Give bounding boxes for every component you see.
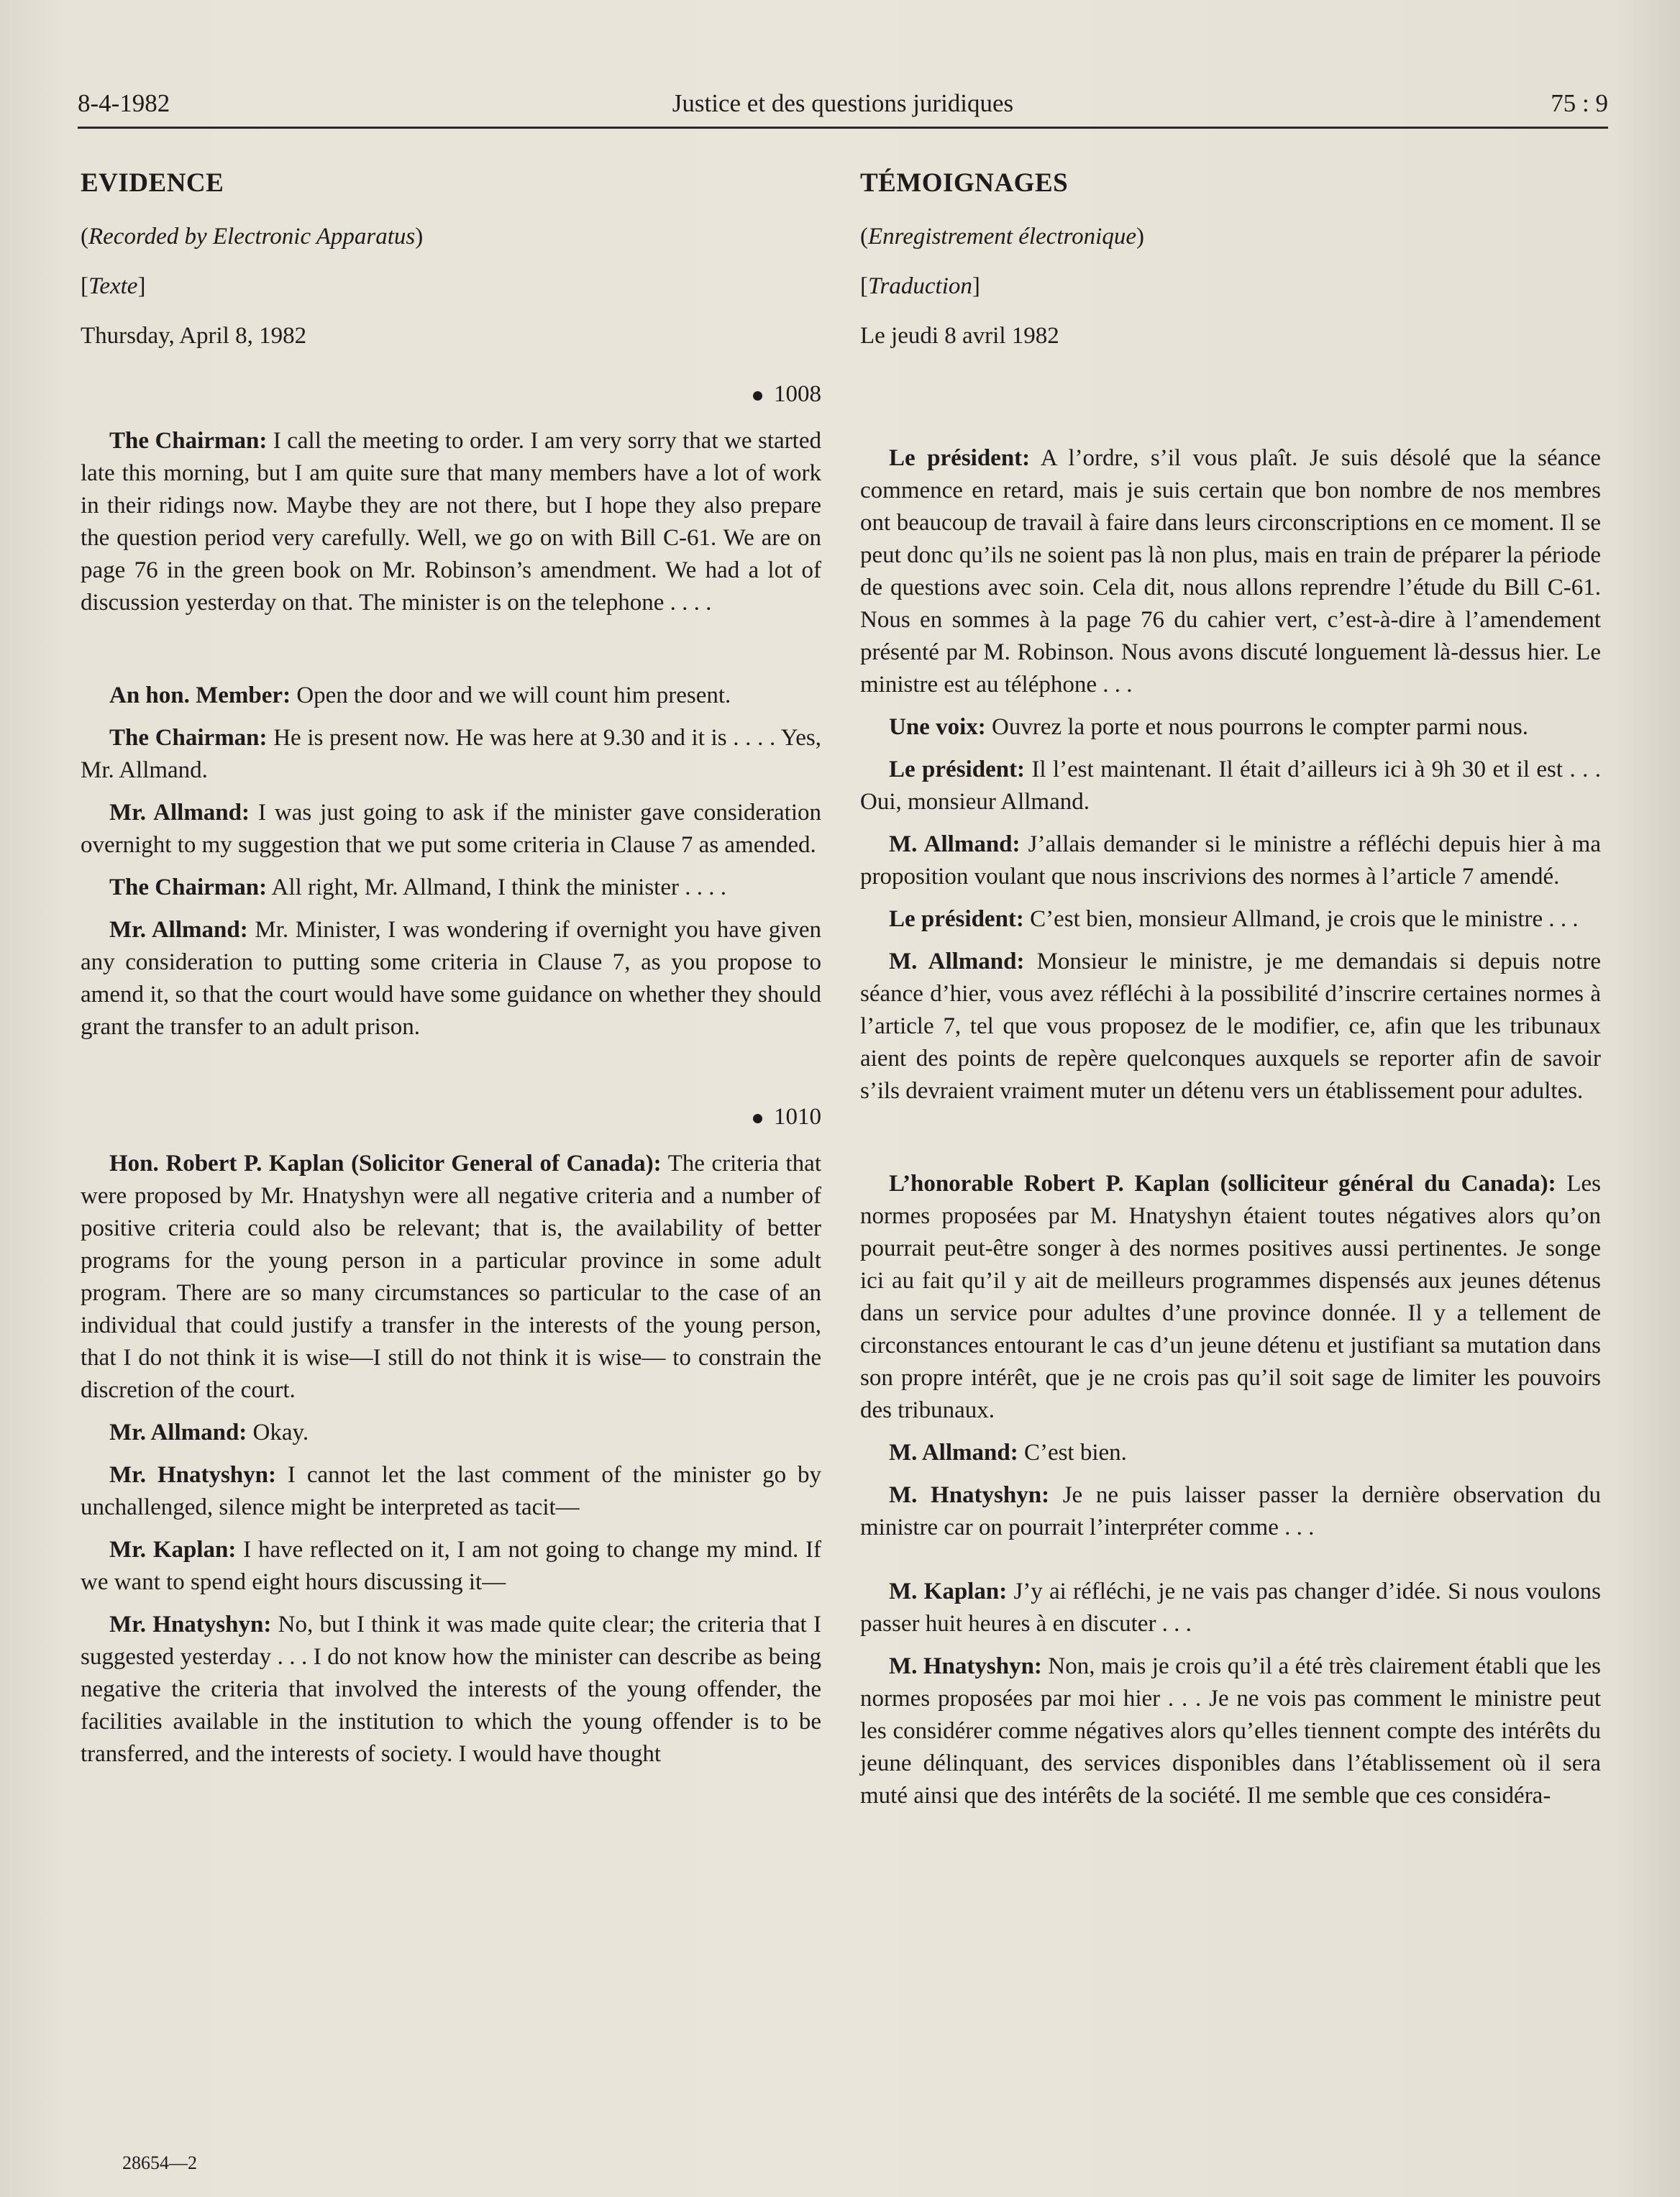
french-language-text: Traduction: [868, 273, 972, 299]
speaker: Mr. Hnatyshyn:: [109, 1462, 276, 1488]
speech-text: C’est bien, monsieur Allmand, je crois que le ministre . . .: [1023, 906, 1579, 932]
french-recorded-text: Enregistrement électronique: [868, 224, 1136, 250]
footer-print-code: 28654—2: [122, 2152, 197, 2173]
time-marker-text: 1008: [774, 381, 821, 407]
speech-text: Ouvrez la porte et nous pourrons le compter parmi nous.: [985, 714, 1528, 740]
speaker: Mr. Allmand:: [109, 1420, 247, 1445]
speech-text: C’est bien.: [1018, 1440, 1127, 1466]
speech-text: J’y ai réfléchi, je ne vais pas changer d’idée. Si nous voulons passer huit heures à en discuter . . .: [860, 1579, 1601, 1637]
speech-fr-9: [860, 1576, 1601, 1640]
english-column: [81, 167, 821, 1781]
speech-fr-0: [860, 442, 1601, 701]
speech-en-2: [81, 722, 821, 787]
speaker: An hon. Member:: [109, 682, 291, 708]
speech-text: I was just going to ask if the minister gave consideration overnight to my suggestion that we put some criteria in Clause 7 as amended.: [81, 800, 821, 858]
header-page-number: 75 : 9: [1551, 89, 1608, 117]
speech-fr-6: [860, 1168, 1601, 1427]
speech-fr-1: [860, 711, 1601, 744]
english-recorded-note: (Recorded by Electronic Apparatus): [81, 224, 424, 250]
french-date: Le jeudi 8 avril 1982: [860, 323, 1059, 349]
header-title: Justice et des questions juridiques: [672, 89, 1014, 117]
header-date: 8-4-1982: [78, 89, 170, 117]
speaker: M. Hnatyshyn:: [889, 1653, 1042, 1679]
speech-text: Il l’est maintenant. Il était d’ailleurs ici à 9h 30 et il est . . . Oui, monsieur Allmand.: [860, 757, 1601, 815]
speech-text: All right, Mr. Allmand, I think the minister . . . .: [267, 874, 726, 900]
time-marker-1010: [81, 1101, 821, 1133]
english-language-tag: [Texte]: [81, 273, 146, 299]
speaker: Mr. Hnatyshyn:: [109, 1612, 272, 1638]
time-marker-text: 1010: [774, 1104, 821, 1130]
speaker: Mr. Allmand:: [109, 800, 250, 826]
speaker: M. Allmand:: [889, 949, 1025, 974]
speech-text: He is present now. He was here at 9.30 and it is . . . . Yes, Mr. Allmand.: [81, 725, 821, 783]
speaker: M. Kaplan:: [889, 1579, 1008, 1604]
speech-fr-7: [860, 1437, 1601, 1469]
speech-en-10: [81, 1609, 821, 1771]
speech-en-8: [81, 1459, 821, 1524]
speech-text: Je ne puis laisser passer la dernière observation du ministre car on pourrait l’interpréter comme . . .: [860, 1482, 1601, 1540]
french-column: [860, 167, 1601, 1822]
speech-text: I cannot let the last comment of the minister go by unchallenged, silence might be interpreted as tacit—: [81, 1462, 821, 1520]
time-marker-1008: [81, 378, 821, 411]
speaker: Une voix:: [889, 714, 986, 740]
speech-text: Mr. Minister, I was wondering if overnight you have given any consideration to putting some criteria in Clause 7, as you propose to amend it, so that the court would have some guidance on whether they should grant the transfer to an adult prison.: [81, 917, 822, 1040]
speech-text: The criteria that were proposed by Mr. Hnatyshyn were all negative criteria and a number of positive criteria could also be relevant; that is, the availability of better programs for the young person in a particular province in some adult program. There are so many circumstances so particular to the case of an individual that could justify a transfer in the interests of the young person, that I do not think it is wise—I still do not think it is wise— to constrain the discretion of the court.: [81, 1151, 821, 1403]
speaker: Mr. Allmand:: [109, 917, 248, 943]
speaker: The Chairman:: [109, 725, 268, 751]
speech-fr-2: [860, 754, 1601, 818]
speaker: The Chairman:: [109, 874, 268, 900]
speaker: M. Hnatyshyn:: [889, 1482, 1050, 1508]
speaker: Mr. Kaplan:: [109, 1537, 237, 1563]
speech-text: J’allais demander si le ministre a réfléchi depuis hier à ma proposition voulant que nous inscrivions des normes à l’article 7 amendé.: [860, 831, 1601, 890]
speech-fr-8: [860, 1479, 1601, 1544]
speech-fr-10: [860, 1650, 1601, 1812]
english-language-text: Texte: [88, 273, 138, 299]
speech-en-3: [81, 797, 821, 862]
speech-text: Les normes proposées par M. Hnatyshyn étaient toutes négatives alors qu’on pourrait peut-être songer à des normes positives aussi pertinentes. Je songe ici au fait qu’il y ait de meilleurs programmes dispensés aux jeunes détenus dans un service pour adultes d’une province donnée. Il y a tellement de circonstances entourant le cas d’un jeune détenu et justifiant sa mutation dans son propre intérêt, que je ne crois pas qu’il soit sage de limiter les pouvoirs des tribunaux.: [860, 1171, 1601, 1423]
speech-text: Open the door and we will count him present.: [291, 682, 731, 708]
speech-en-7: [81, 1417, 821, 1449]
speaker: L’honorable Robert P. Kaplan (solliciteur général du Canada):: [889, 1171, 1556, 1197]
speaker: Le président:: [889, 906, 1024, 932]
speech-fr-3: [860, 828, 1601, 893]
speech-text: Monsieur le ministre, je me demandais si depuis notre séance d’hier, vous avez réfléchi à la possibilité d’inscrire certaines normes à l’article 7, tel que vous proposez de le modifier, ce, afin que les tribunaux aient des points de repère quelconques auxquels se reporter afin de savoir s’ils devraient vraiment muter un détenu vers un établissement pour adultes.: [860, 949, 1601, 1104]
speech-en-9: [81, 1534, 821, 1599]
speech-text: A l’ordre, s’il vous plaît. Je suis désolé que la séance commence en retard, mais je suis certain que bon nombre de nos membres ont beaucoup de travail à faire dans leurs circonscriptions en ce moment. Il se peut donc qu’ils ne soient pas là non plus, mais en train de préparer la période de questions avec soin. Cela dit, nous allons reprendre l’étude du Bill C-61. Nous en sommes à la page 76 du cahier vert, c’est-à-dire à l’amendement présenté par M. Robinson. Nous avons discuté longuement là-dessus hier. Le ministre est au téléphone . . .: [860, 445, 1601, 698]
speech-en-4: [81, 872, 821, 904]
french-section-title: TÉMOIGNAGES: [860, 168, 1069, 198]
french-recorded-note: (Enregistrement électronique): [860, 224, 1144, 250]
speech-en-0: [81, 425, 821, 619]
speaker: The Chairman:: [109, 428, 268, 454]
speaker: Le président:: [889, 445, 1031, 471]
speech-en-1: [81, 680, 821, 712]
bullet-icon: [753, 391, 762, 401]
speech-en-6: [81, 1148, 821, 1407]
bullet-icon: [753, 1114, 762, 1123]
speech-fr-4: [860, 903, 1601, 936]
french-language-tag: [Traduction]: [860, 273, 980, 299]
speaker: M. Allmand:: [889, 831, 1021, 857]
speaker: Le président:: [889, 757, 1026, 782]
page-header: [78, 83, 1608, 129]
speech-text: Non, mais je crois qu’il a été très clairement établi que les normes proposées par moi hier . . . Je ne vois pas comment le ministre peut les considérer comme négatives alors qu’elles tiennent compte des intérêts du jeune délinquant, des services disponibles dans l’établissement où il sera muté ainsi que des intérêts de la société. Il me semble que ces considéra-: [860, 1653, 1601, 1809]
speech-text: Okay.: [247, 1420, 309, 1445]
speech-text: No, but I think it was made quite clear; the criteria that I suggested yesterday . . . I do not know how the minister can describe as being negative the criteria that involved the interests of the young offender, the facilities available in the institution to which the young offender is to be transferred, and the interests of society. I would have thought: [81, 1612, 821, 1767]
speaker: Hon. Robert P. Kaplan (Solicitor General of Canada):: [109, 1151, 662, 1177]
speech-fr-5: [860, 946, 1601, 1107]
english-date: Thursday, April 8, 1982: [81, 323, 307, 349]
english-recorded-text: Recorded by Electronic Apparatus: [88, 224, 416, 250]
speaker: M. Allmand:: [889, 1440, 1018, 1466]
english-section-title: EVIDENCE: [81, 168, 224, 198]
speech-text: I have reflected on it, I am not going to change my mind. If we want to spend eight hours discussing it—: [81, 1537, 821, 1595]
speech-text: I call the meeting to order. I am very sorry that we started late this morning, but I am quite sure that many members have a lot of work in their ridings now. Maybe they are not there, but I hope they also prepare the question period very carefully. Well, we go on with Bill C-61. We are on page 76 in the green book on Mr. Robinson’s amendment. We had a lot of discussion yesterday on that. The minister is on the telephone . . . .: [81, 428, 821, 616]
speech-en-5: [81, 914, 821, 1043]
